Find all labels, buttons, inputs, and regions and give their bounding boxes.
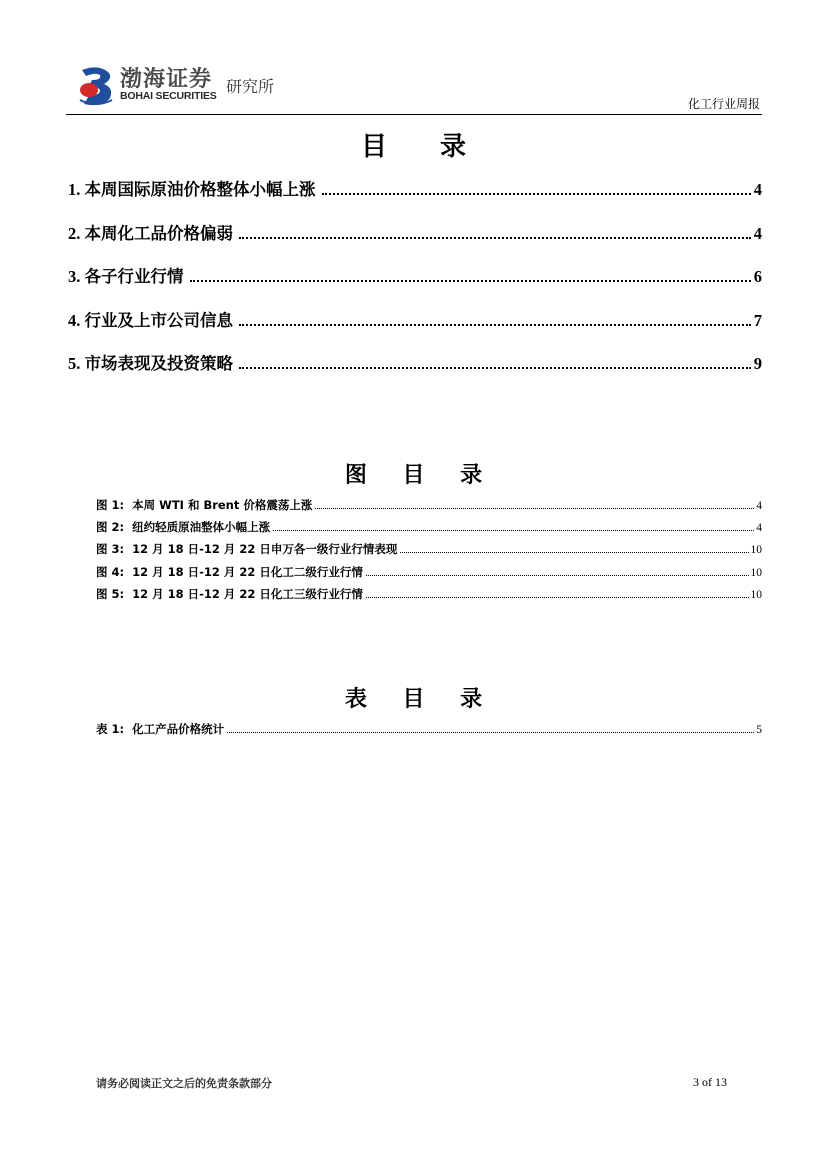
footer-disclaimer: 请务必阅读正文之后的免责条款部分 [96, 1077, 272, 1090]
figure-leader-dots [273, 530, 754, 531]
toc-item-number: 3. [68, 267, 85, 286]
figure-leader-dots [366, 575, 749, 576]
figure-page: 10 [750, 567, 762, 579]
figure-page: 4 [756, 500, 762, 512]
figure-label: 图 4: [96, 565, 133, 579]
toc-item-title: 各子行业行情 [84, 267, 184, 286]
brand-name-en: BOHAI SECURITIES [120, 90, 217, 102]
figure-title: 12 月 18 日-12 月 22 日化工三级行业行情 [132, 587, 363, 601]
page-number: 3 of 13 [693, 1075, 727, 1089]
toc-item-page: 6 [753, 267, 762, 286]
brand-institute: 研究所 [226, 77, 275, 96]
table-page: 5 [756, 724, 762, 736]
figure-title: 12 月 18 日-12 月 22 日化工二级行业行情 [132, 565, 363, 579]
figure-leader-dots [400, 552, 748, 553]
brand-name-cn: 渤海证券 [120, 67, 213, 92]
toc-item[interactable] [68, 176, 762, 202]
toc-leader-dots [322, 193, 751, 195]
figure-list-item[interactable] [96, 564, 762, 582]
toc-leader-dots [239, 367, 751, 369]
toc-item-title: 本周国际原油价格整体小幅上涨 [84, 180, 316, 199]
figure-list-item[interactable] [96, 497, 762, 515]
figure-title: 本周 WTI 和 Brent 价格震荡上涨 [132, 498, 313, 512]
toc-item-number: 1. [68, 180, 85, 199]
toc-item-number: 5. [68, 354, 85, 373]
figure-title: 纽约轻质原油整体小幅上涨 [132, 520, 271, 534]
page-header [66, 58, 762, 114]
figure-list-title: 图 目 录 [344, 463, 497, 488]
toc-item-title: 市场表现及投资策略 [84, 354, 233, 373]
figure-page: 4 [756, 522, 762, 534]
figure-page: 10 [750, 544, 762, 556]
figure-list-item[interactable] [96, 586, 762, 604]
table-list-title: 表 目 录 [344, 687, 497, 712]
header-divider [66, 114, 762, 115]
figure-label: 图 3: [96, 542, 133, 556]
toc-leader-dots [190, 280, 751, 282]
figure-page: 10 [750, 589, 762, 601]
toc-item-page: 4 [753, 224, 762, 243]
toc-item-number: 4. [68, 311, 85, 330]
bohai-logo-icon [78, 64, 116, 108]
figure-title: 12 月 18 日-12 月 22 日申万各一级行业行情表现 [132, 542, 398, 556]
toc-item[interactable] [68, 350, 762, 376]
toc-item-title: 行业及上市公司信息 [84, 311, 233, 330]
toc-title: 目 录 [360, 132, 489, 162]
figure-leader-dots [366, 597, 749, 598]
table-leader-dots [227, 732, 754, 733]
toc-item[interactable] [68, 220, 762, 246]
toc-item-title: 本周化工品价格偏弱 [84, 224, 233, 243]
figure-list-item[interactable] [96, 541, 762, 559]
table-title: 化工产品价格统计 [132, 722, 225, 736]
figure-list-item[interactable] [96, 519, 762, 537]
toc-item[interactable] [68, 263, 762, 289]
figure-label: 图 2: [96, 520, 133, 534]
toc-leader-dots [239, 237, 751, 239]
table-list-item[interactable] [96, 721, 762, 739]
report-type: 化工行业周报 [687, 97, 760, 111]
figure-leader-dots [315, 508, 754, 509]
figure-label: 图 5: [96, 587, 133, 601]
toc-item-number: 2. [68, 224, 85, 243]
toc-leader-dots [239, 324, 751, 326]
toc-item[interactable] [68, 307, 762, 333]
toc-item-page: 9 [753, 354, 762, 373]
table-label: 表 1: [96, 722, 133, 736]
toc-item-page: 4 [753, 180, 762, 199]
figure-label: 图 1: [96, 498, 133, 512]
toc-item-page: 7 [753, 311, 762, 330]
